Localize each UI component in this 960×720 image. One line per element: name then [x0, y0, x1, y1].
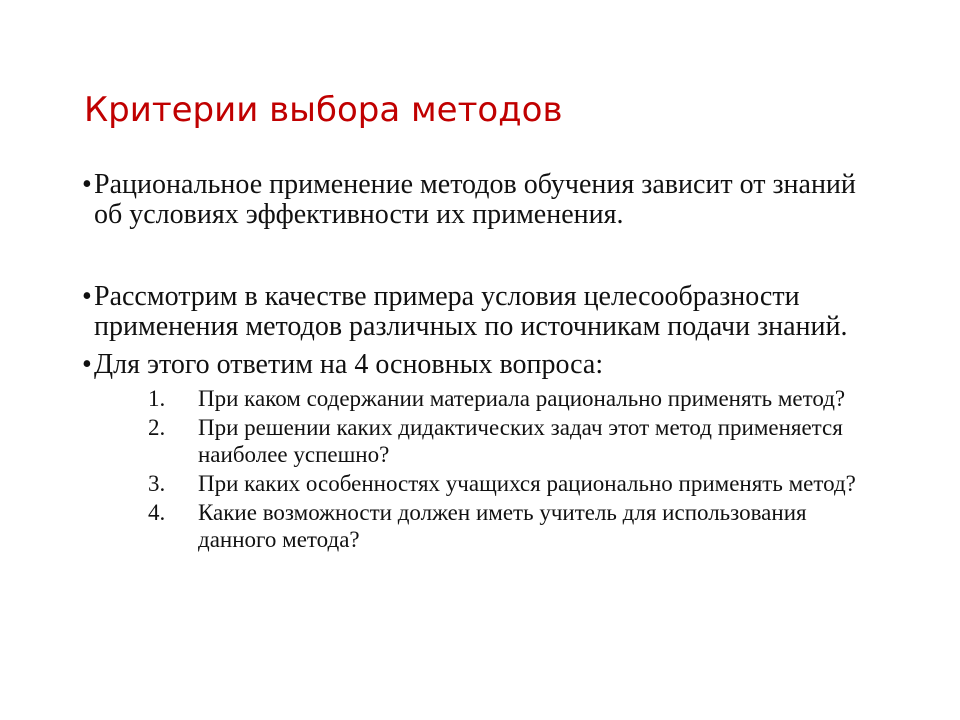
bullet-dot-icon: • [82, 281, 92, 312]
bullet-text: Рассмотрим в качестве примера условия целесообразности применения методов различных по источникам подачи знаний. [94, 281, 848, 342]
question-item [82, 499, 882, 553]
question-number: 2. [148, 415, 166, 440]
bullet-text: Для этого ответим на 4 основных вопроса: [94, 349, 604, 380]
question-item [82, 414, 882, 468]
question-number: 3. [148, 471, 166, 496]
question-item [82, 470, 882, 497]
bullet-item [82, 350, 882, 380]
bullet-text: Рациональное применение методов обучения зависит от знаний об условиях эффективности их применения. [94, 169, 856, 230]
question-text: При решении каких дидактических задач этот метод применяется наиболее успешно? [198, 415, 843, 467]
question-number: 1. [148, 386, 166, 411]
questions-list [82, 385, 882, 553]
bullet-item [82, 170, 882, 230]
question-text: Какие возможности должен иметь учитель для использования данного метода? [198, 500, 807, 552]
question-item [82, 385, 882, 412]
question-text: При каком содержании материала рационально применять метод? [198, 386, 846, 411]
slide-title: Критерии выбора методов [84, 90, 563, 130]
bullet-dot-icon: • [82, 349, 92, 380]
bullet-dot-icon: • [82, 169, 92, 200]
question-text: При каких особенностях учащихся рационально применять метод? [198, 471, 856, 496]
bullet-item [82, 282, 882, 342]
slide-body [82, 166, 882, 555]
question-number: 4. [148, 500, 166, 525]
